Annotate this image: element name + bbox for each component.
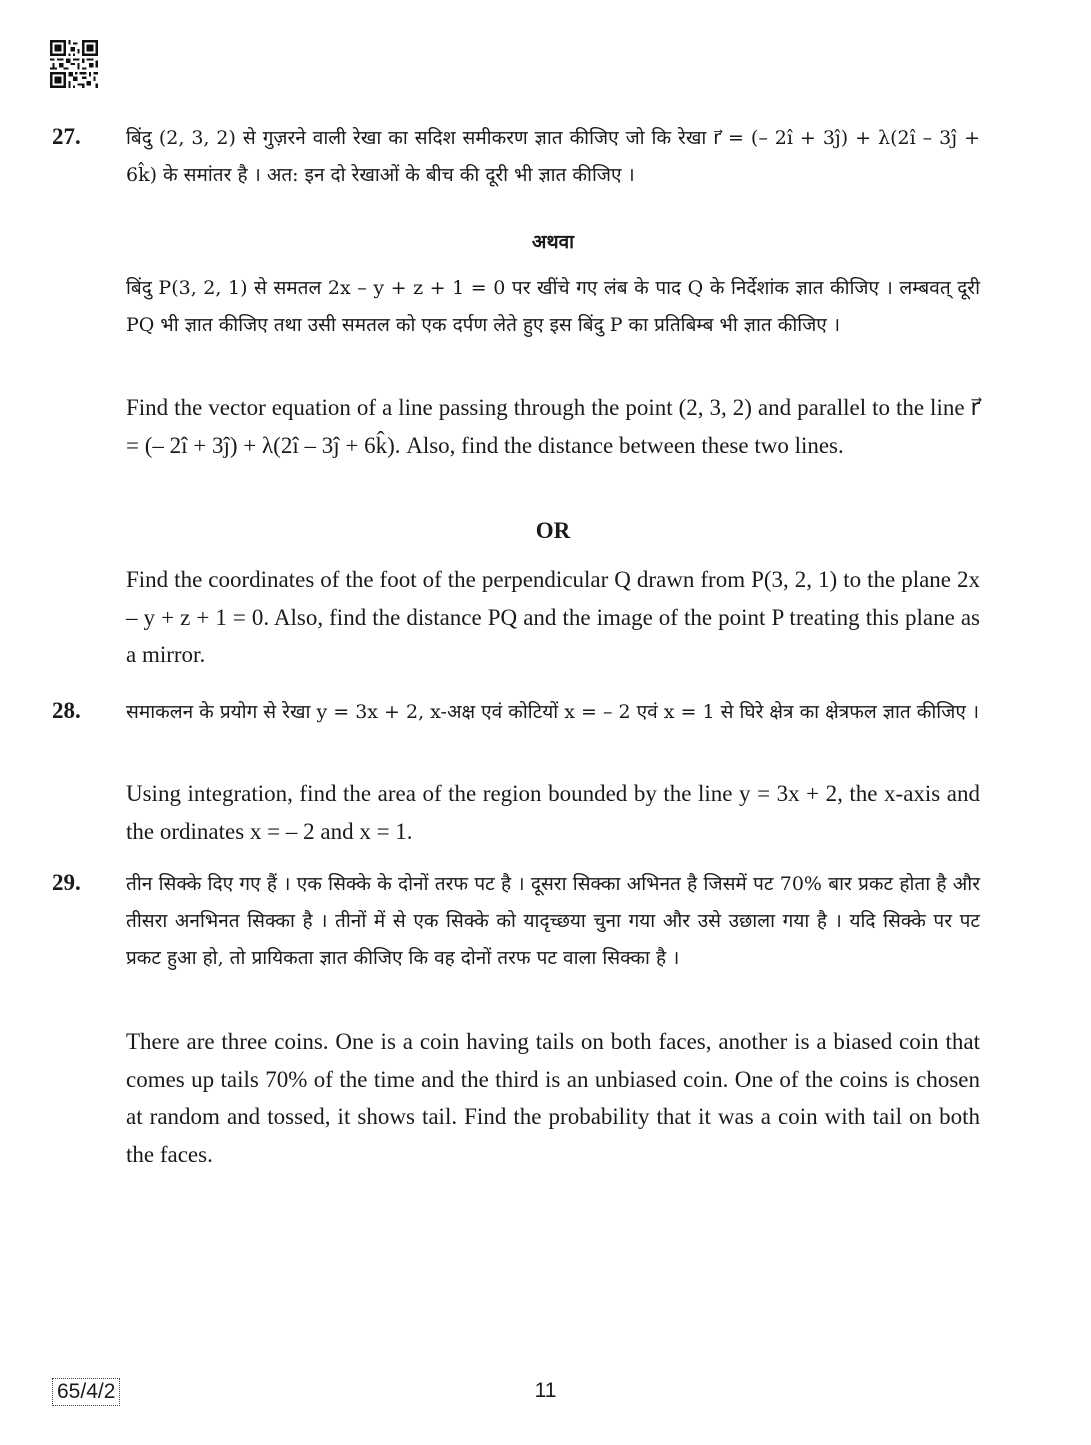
question-number-27: 27. (52, 124, 81, 149)
question-number-28: 28. (52, 698, 81, 723)
or-divider-hindi: अथवा (531, 231, 575, 253)
question-28-english: Using integration, find the area of the region bounded by the line y = 3x + 2, the x-axis and the ordinates x = – 2 and x = 1. (126, 781, 980, 844)
question-29-english: There are three coins. One is a coin having tails on both faces, another is a biased coin that comes up tails 70% of the time and the third is an unbiased coin. One of the coins is chosen at random and tossed, it shows tail. Find the probability that it was a coin with tail on both the faces. (126, 1029, 980, 1167)
question-27-english: Find the vector equation of a line passing through the point (2, 3, 2) and parallel to the line r⃗ = (– 2î + 3ĵ) + λ(2î – 3ĵ + 6k̂). Also, find the distance between these two lines. (126, 395, 980, 458)
question-number-29: 29. (52, 870, 81, 895)
paper-code: 65/4/2 (52, 1378, 120, 1406)
qr-code-icon (50, 40, 98, 88)
question-28-hindi: समाकलन के प्रयोग से रेखा y = 3x + 2, x-अक्ष एवं कोटियों x = – 2 एवं x = 1 से घिरे क्षेत्र का क्षेत्रफल ज्ञात कीजिए । (126, 701, 980, 723)
page-number: 11 (534, 1379, 557, 1402)
question-29-hindi: तीन सिक्के दिए गए हैं । एक सिक्के के दोनों तरफ पट है । दूसरा सिक्का अभिनत है जिसमें पट 70% बार प्रकट होता है और तीसरा अनभिनत सिक्का है । तीनों में से एक सिक्के को यादृच्छया चुना गया और उसे उछाला गया है । यदि सिक्के पर पट प्रकट हुआ हो, तो प्रायिकता ज्ञात कीजिए कि वह दोनों तरफ पट वाला सिक्का है । (126, 873, 980, 969)
or-divider-english: OR (535, 518, 571, 543)
question-27-hindi: बिंदु (2, 3, 2) से गुज़रने वाली रेखा का सदिश समीकरण ज्ञात कीजिए जो कि रेखा r⃗ = (– 2î + 3ĵ) + λ(2î – 3ĵ + 6k̂) के समांतर है । अत: इन दो रेखाओं के बीच की दूरी भी ज्ञात कीजिए । (126, 127, 980, 186)
question-27-hindi-alt: बिंदु P(3, 2, 1) से समतल 2x – y + z + 1 = 0 पर खींचे गए लंब के पाद Q के निर्देशांक ज्ञात कीजिए । लम्बवत् दूरी PQ भी ज्ञात कीजिए तथा उसी समतल को एक दर्पण लेते हुए इस बिंदु P का प्रतिबिम्ब भी ज्ञात कीजिए । (126, 277, 980, 336)
question-27-english-alt: Find the coordinates of the foot of the perpendicular Q drawn from P(3, 2, 1) to the plane 2x – y + z + 1 = 0. Also, find the distance PQ and the image of the point P treating this plane as a mirror. (126, 567, 980, 667)
